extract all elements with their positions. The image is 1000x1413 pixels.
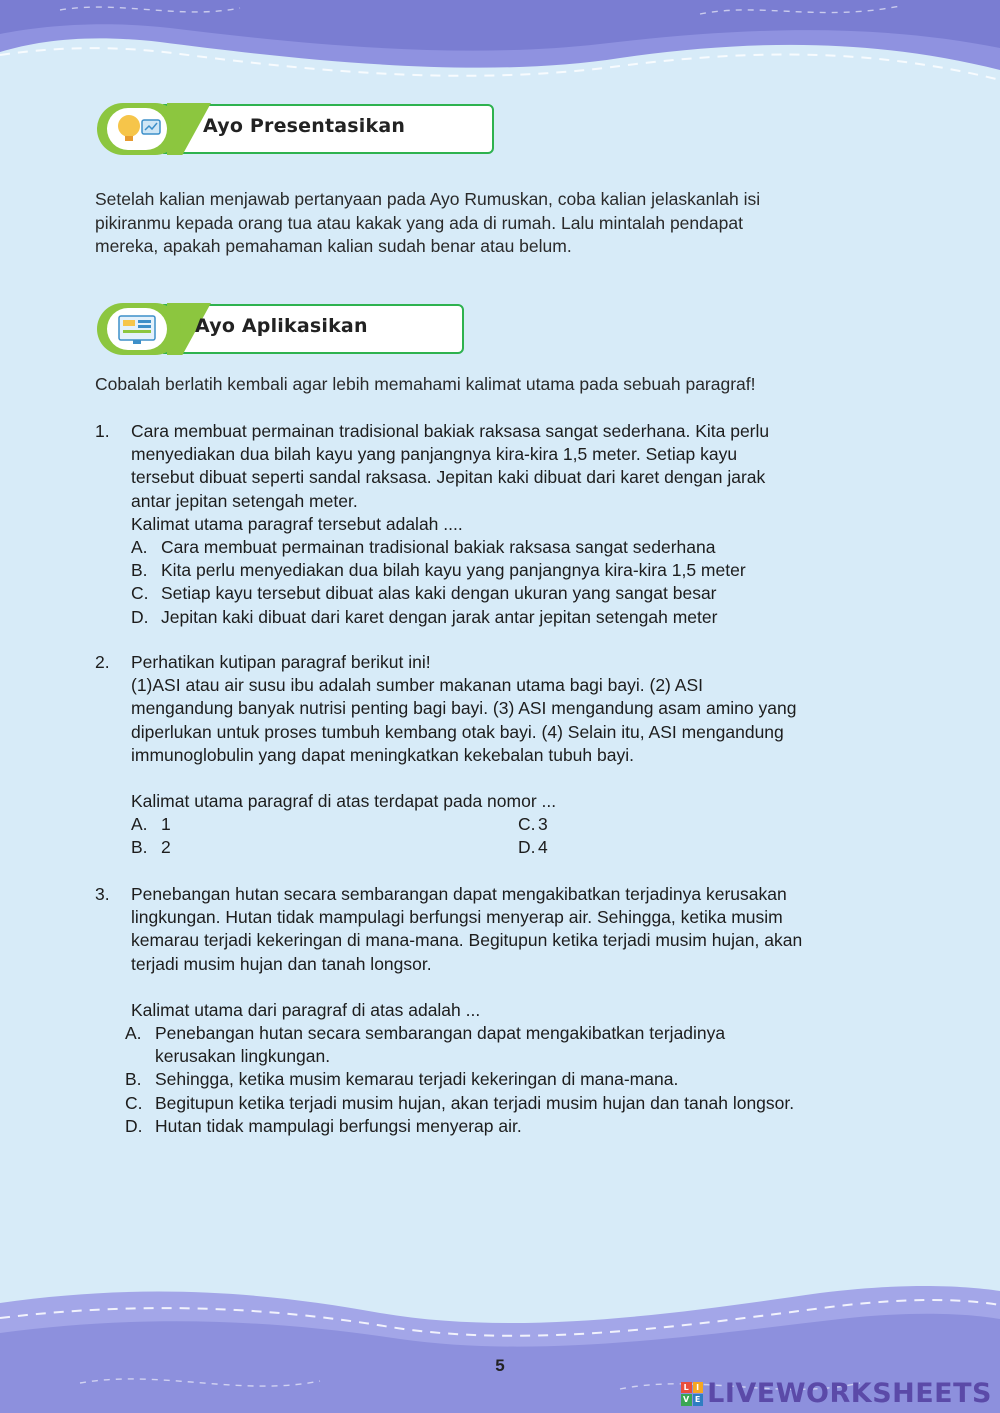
option-letter: A.: [125, 1023, 142, 1044]
liveworksheets-mark-icon: [681, 1382, 703, 1406]
answer-option[interactable]: [131, 813, 518, 836]
liveworksheets-logo[interactable]: [681, 1378, 992, 1409]
text-line: mengandung banyak nutrisi penting bagi bayi. (3) ASI mengandung asam amino yang: [131, 698, 797, 719]
option-text: 2: [161, 837, 171, 858]
logo-mark-letter: L: [681, 1382, 692, 1394]
option-text: Begitupun ketika terjadi musim hujan, akan terjadi musim hujan dan tanah longsor.: [155, 1092, 795, 1113]
presentation-icon: [107, 108, 167, 150]
option-text: 1: [161, 814, 171, 835]
text-line: diperlukan untuk proses tumbuh kembang otak bayi. (4) Selain itu, ASI mengandung: [131, 721, 784, 742]
answer-option[interactable]: [131, 559, 905, 582]
option-text: Hutan tidak mampulagi berfungsi menyerap air.: [155, 1115, 522, 1136]
option-letter: D.: [125, 1115, 143, 1136]
text-line: menyediakan dua bilah kayu yang panjangnya kira-kira 1,5 meter. Setiap kayu: [131, 444, 738, 465]
option-letter: B.: [131, 560, 148, 581]
option-letter: D.: [131, 606, 149, 627]
answer-option[interactable]: [518, 813, 905, 836]
option-text: Penebangan hutan secara sembarangan dapat mengakibatkan terjadinya: [155, 1023, 726, 1044]
question-prompt: Kalimat utama paragraf di atas terdapat pada nomor ...: [131, 791, 557, 812]
answer-option[interactable]: [131, 582, 905, 605]
option-text: Setiap kayu tersebut dibuat alas kaki dengan ukuran yang sangat besar: [161, 583, 717, 604]
section-title: Ayo Aplikasikan: [195, 315, 368, 337]
question-number: 3.: [95, 884, 110, 904]
option-letter: A.: [131, 537, 148, 558]
question-prompt: Kalimat utama paragraf tersebut adalah ....: [131, 513, 463, 534]
answer-option[interactable]: [131, 606, 905, 629]
question-1: [95, 420, 905, 629]
text-line: Cara membuat permainan tradisional bakiak raksasa sangat sederhana. Kita perlu: [131, 421, 770, 441]
question-3: [95, 883, 905, 1138]
intro-paragraph: [95, 188, 895, 259]
logo-mark-letter: V: [683, 1395, 690, 1404]
question-number: 1.: [95, 421, 110, 441]
question-2: [95, 651, 905, 860]
option-text: Cara membuat permainan tradisional bakiak raksasa sangat sederhana: [161, 537, 716, 558]
answer-option[interactable]: [125, 1022, 905, 1068]
section-header-presentasikan: [97, 103, 497, 155]
option-letter: D.: [518, 837, 536, 858]
section-header-aplikasikan: [97, 303, 467, 355]
text-line: kemarau terjadi kekeringan di mana-mana. Begitupun ketika terjadi musim hujan, akan: [131, 930, 803, 951]
logo-mark-letter: E: [693, 1394, 704, 1406]
text-line: pikiranmu kepada orang tua atau kakak yang ada di rumah. Lalu mintalah pendapat: [95, 212, 743, 233]
text-line: tersebut dibuat seperti sandal raksasa. Jepitan kaki dibuat dari karet dengan jarak: [131, 467, 766, 488]
application-icon: [107, 308, 167, 350]
option-letter: A.: [131, 814, 148, 835]
text-line: terjadi musim hujan dan tanah longsor.: [131, 953, 432, 974]
option-letter: C.: [518, 814, 536, 835]
text-line: mereka, apakah pemahaman kalian sudah benar atau belum.: [95, 236, 572, 256]
text-line: Penebangan hutan secara sembarangan dapat mengakibatkan terjadinya kerusakan: [131, 884, 787, 904]
top-wave-decoration: [0, 0, 1000, 110]
answer-option[interactable]: [125, 1092, 905, 1115]
logo-mark-letter: I: [693, 1382, 704, 1394]
answer-option[interactable]: [131, 536, 905, 559]
question-intro: Perhatikan kutipan paragraf berikut ini!: [131, 652, 431, 672]
option-text: Sehingga, ketika musim kemarau terjadi kekeringan di mana-mana.: [155, 1069, 679, 1090]
answer-option[interactable]: [125, 1068, 905, 1091]
header-badge: [97, 303, 181, 355]
section-title: Ayo Presentasikan: [203, 115, 406, 137]
answer-option[interactable]: [125, 1115, 905, 1138]
option-text: 3: [538, 814, 548, 835]
option-text-continued: kerusakan lingkungan.: [155, 1046, 331, 1067]
text-line: Setelah kalian menjawab pertanyaan pada Ayo Rumuskan, coba kalian jelaskanlah isi: [95, 189, 761, 209]
page-number: 5: [495, 1356, 505, 1375]
option-letter: C.: [131, 583, 149, 604]
option-letter: B.: [131, 837, 148, 858]
answer-option[interactable]: [518, 836, 905, 859]
option-letter: B.: [125, 1069, 142, 1090]
option-text: 4: [538, 837, 548, 858]
question-prompt: Kalimat utama dari paragraf di atas adalah ...: [131, 999, 481, 1020]
option-letter: C.: [125, 1092, 143, 1113]
logo-text: LIVEWORKSHEETS: [707, 1378, 992, 1409]
option-text: Kita perlu menyediakan dua bilah kayu yang panjangnya kira-kira 1,5 meter: [161, 560, 746, 581]
text-line: lingkungan. Hutan tidak mampulagi berfungsi menyerap air. Sehingga, ketika musim: [131, 907, 783, 928]
text-line: immunoglobulin yang dapat meningkatkan kekebalan tubuh bayi.: [131, 744, 634, 765]
instruction-text: Cobalah berlatih kembali agar lebih memahami kalimat utama pada sebuah paragraf!: [95, 374, 756, 394]
answer-option[interactable]: [131, 836, 518, 859]
header-badge: [97, 103, 181, 155]
text-line: (1)ASI atau air susu ibu adalah sumber makanan utama bagi bayi. (2) ASI: [131, 675, 703, 696]
text-line: antar jepitan setengah meter.: [131, 490, 358, 511]
option-text: Jepitan kaki dibuat dari karet dengan jarak antar jepitan setengah meter: [161, 606, 718, 627]
question-number: 2.: [95, 652, 110, 672]
